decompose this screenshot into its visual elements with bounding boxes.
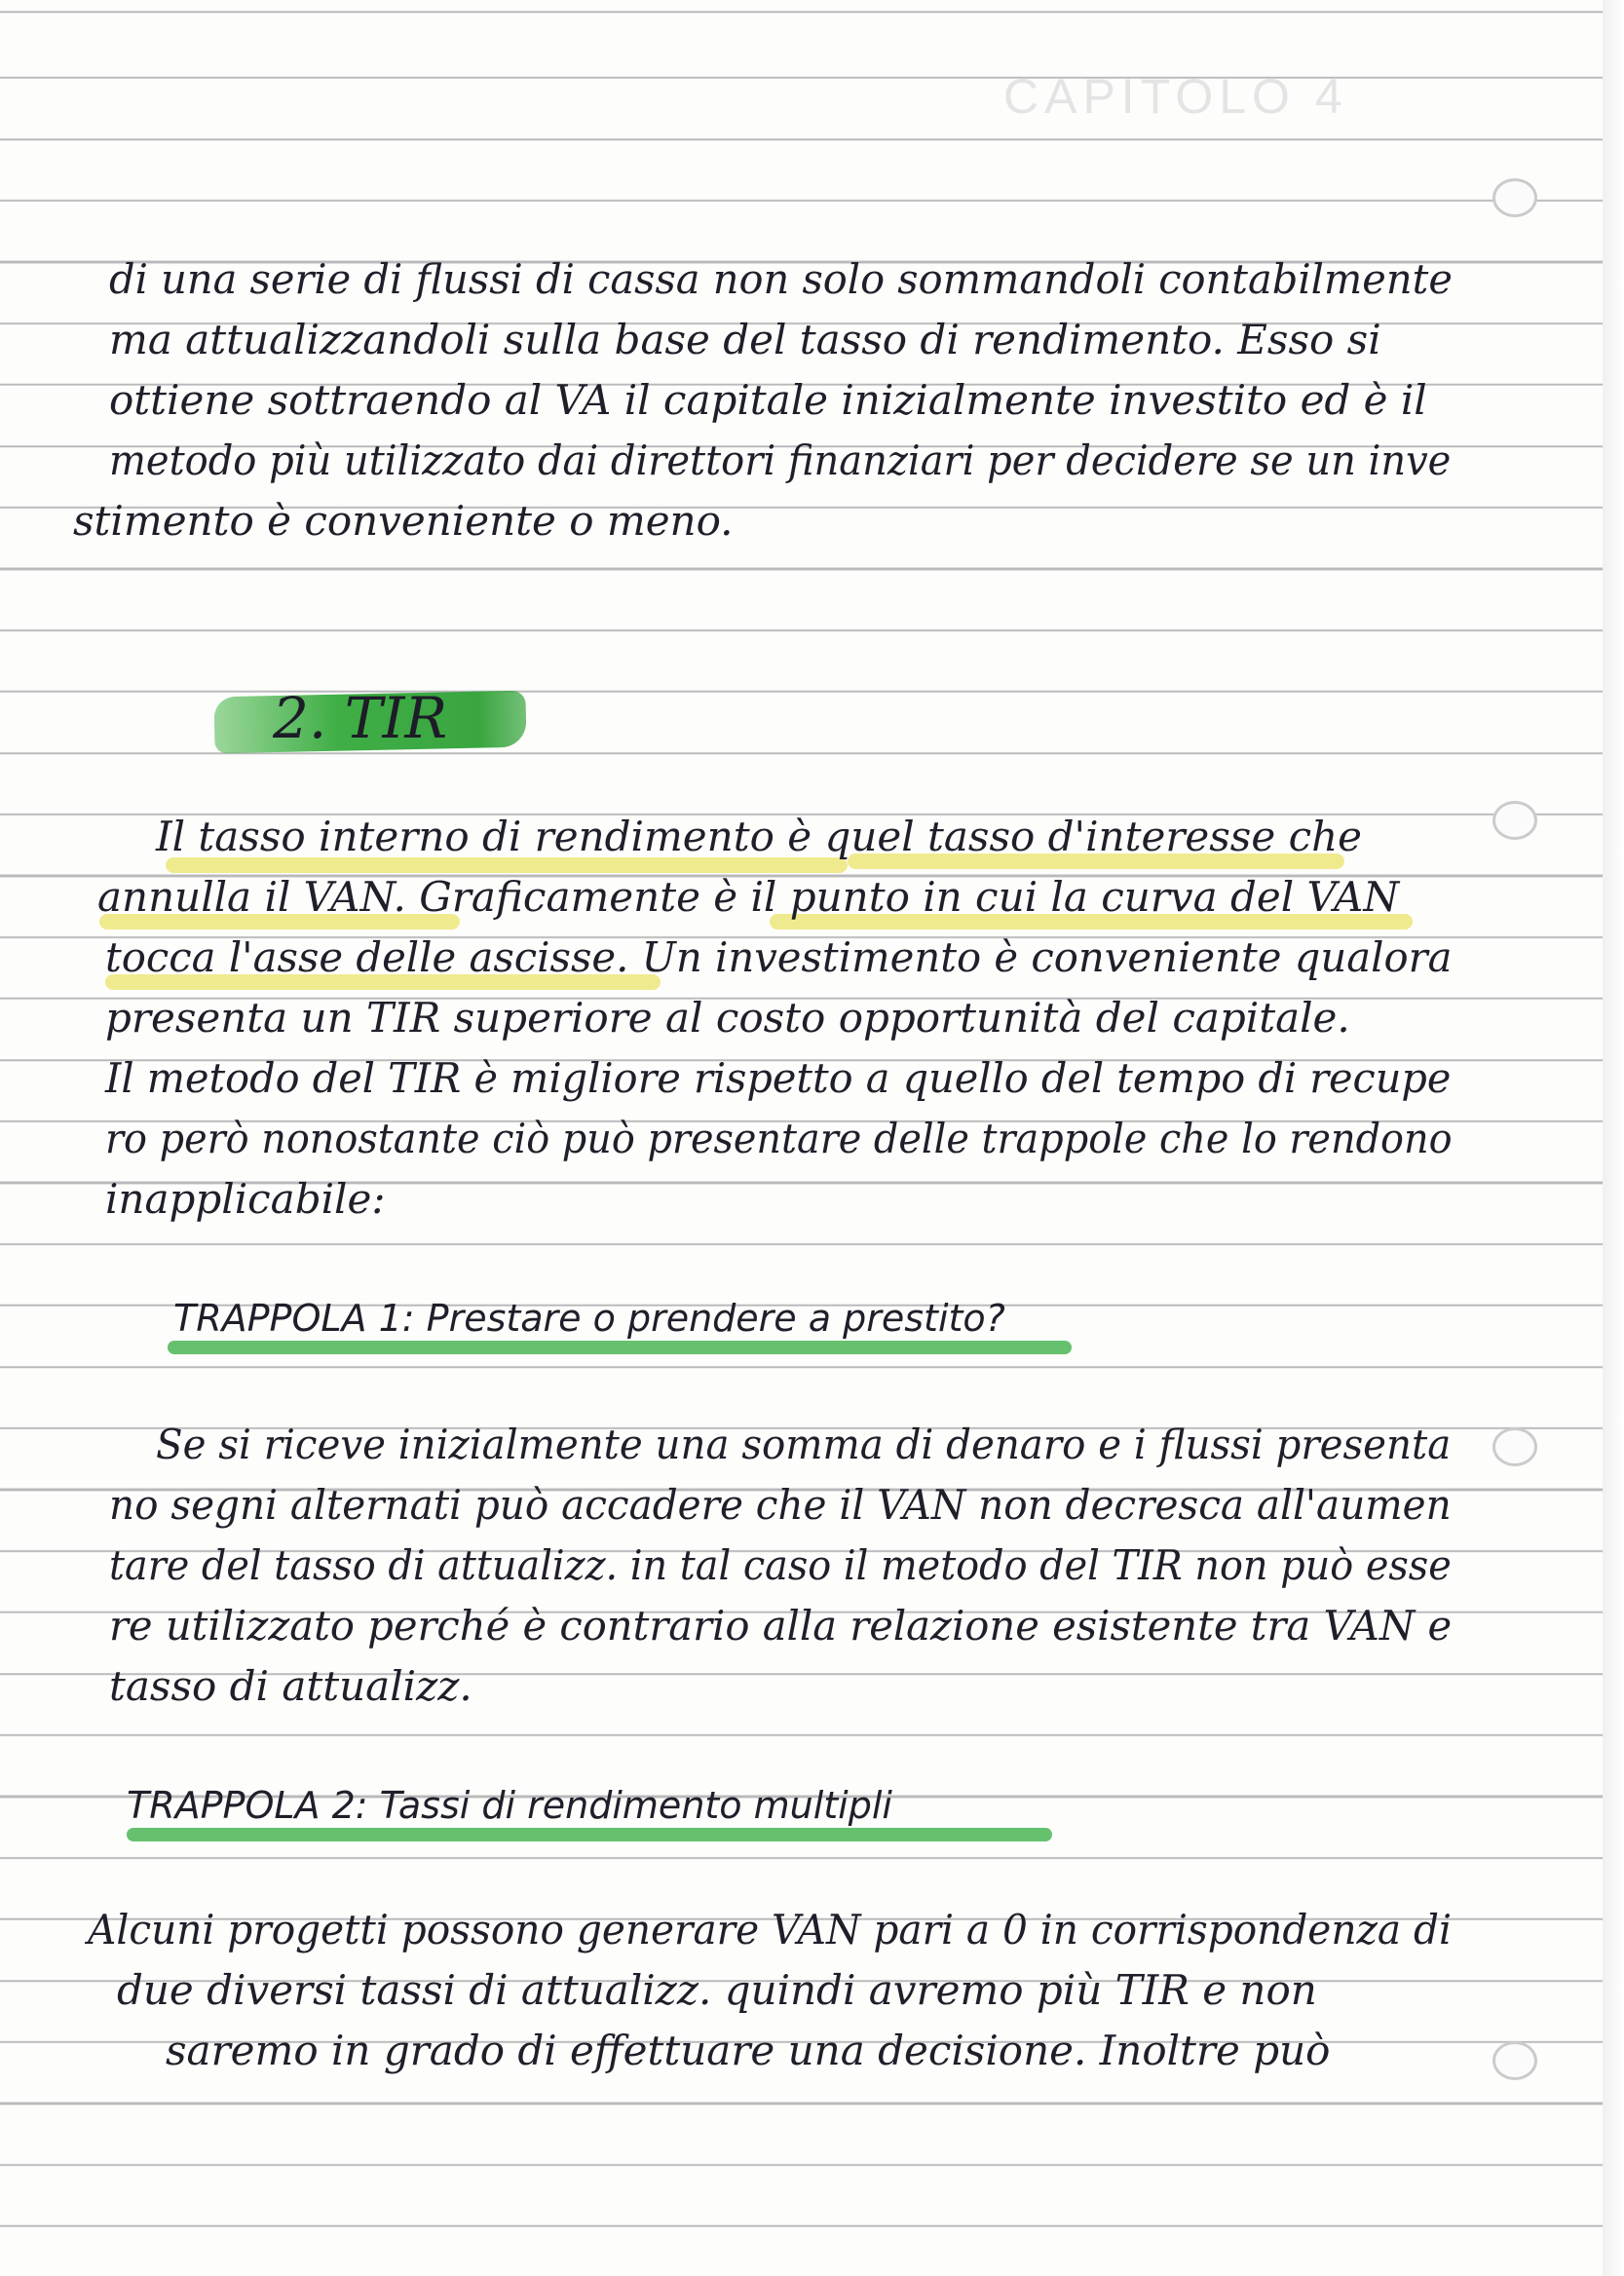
text-line: tocca l'asse delle ascisse. Un investimento è conveniente qualora <box>105 933 1453 981</box>
text-line: di una serie di flussi di cassa non solo sommandoli contabilmente <box>109 255 1453 303</box>
text-line: due diversi tassi di attualizz. quindi avremo più TIR e non <box>117 1966 1317 2014</box>
text-line: tasso di attualizz. <box>109 1662 472 1710</box>
section-title-text: 2. TIR <box>273 685 448 751</box>
text-line: presenta un TIR superiore al costo opportunità del capitale. <box>105 994 1350 1042</box>
binder-hole <box>1492 2041 1537 2080</box>
text-line: Alcuni progetti possono generare VAN pari a 0 in corrispondenza di <box>88 1906 1453 1954</box>
text-line: re utilizzato perché è contrario alla relazione esistente tra VAN e <box>109 1602 1453 1650</box>
trap-1-heading: TRAPPOLA 1: Prestare o prendere a prestito? <box>173 1297 1005 1340</box>
green-underline <box>168 1341 1072 1354</box>
section-title <box>214 672 536 760</box>
text-line: ma attualizzandoli sulla base del tasso di rendimento. Esso si <box>109 316 1381 363</box>
trap-2-heading: TRAPPOLA 2: Tassi di rendimento multipli <box>127 1784 892 1827</box>
text-line: stimento è conveniente o meno. <box>73 497 734 545</box>
binder-hole <box>1492 1427 1537 1466</box>
text-line: tare del tasso di attualizz. in tal caso il metodo del TIR non può esse <box>109 1541 1452 1589</box>
text-line: annulla il VAN. Graficamente è il punto in cui la curva del VAN <box>97 873 1400 921</box>
binder-hole <box>1492 178 1537 217</box>
text-line: ro però nonostante ciò può presentare delle trappole che lo rendono <box>105 1115 1453 1162</box>
text-line: metodo più utilizzato dai direttori finanziari per decidere se un inve <box>109 436 1452 484</box>
bleed-through-heading: CAPITOLO 4 <box>1003 69 1348 124</box>
text-line: inapplicabile: <box>105 1175 386 1223</box>
text-line: no segni alternati può accadere che il VAN non decresca all'aumen <box>109 1481 1452 1529</box>
text-line: Se si riceve inizialmente una somma di denaro e i flussi presenta <box>156 1421 1452 1468</box>
text-line: ottiene sottraendo al VA il capitale inizialmente investito ed è il <box>109 376 1427 424</box>
text-line: saremo in grado di effettuare una decisione. Inoltre può <box>166 2027 1331 2074</box>
binder-hole <box>1492 801 1537 840</box>
text-line: Il tasso interno di rendimento è quel tasso d'interesse che <box>156 813 1362 860</box>
green-underline <box>127 1828 1052 1841</box>
text-line: Il metodo del TIR è migliore rispetto a quello del tempo di recupe <box>105 1054 1452 1102</box>
